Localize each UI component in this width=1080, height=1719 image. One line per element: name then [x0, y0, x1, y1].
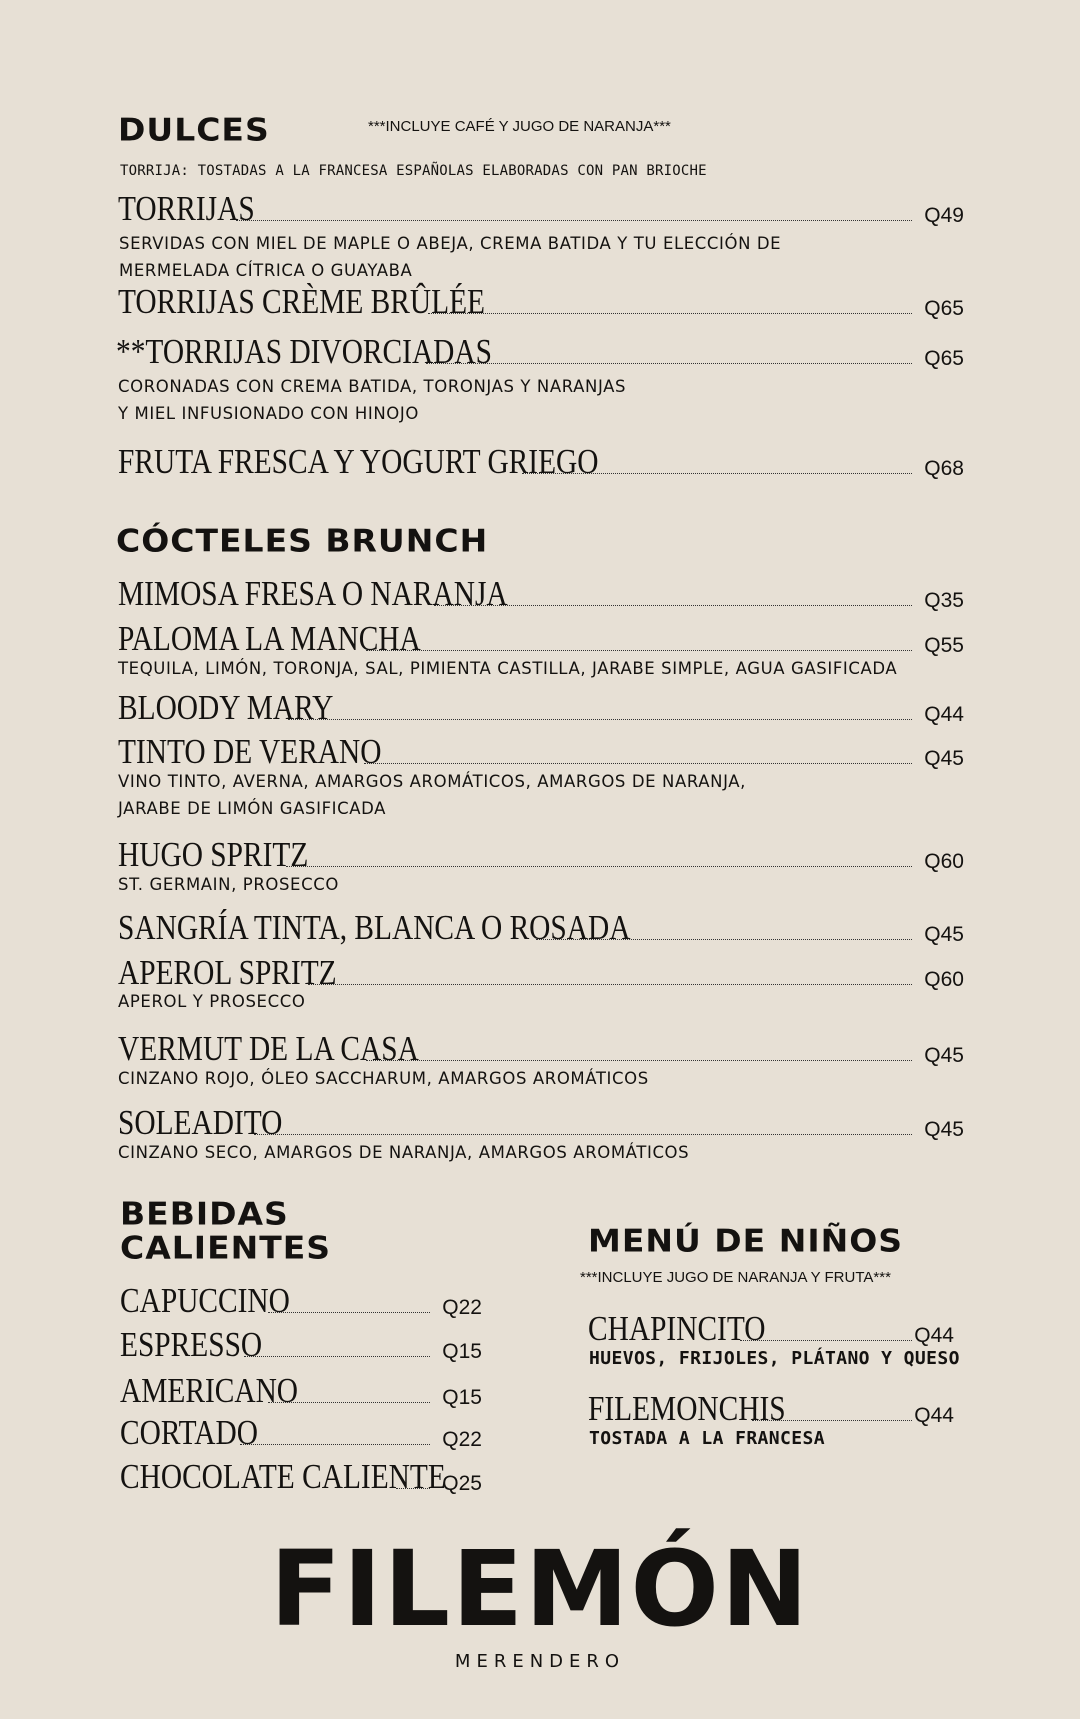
item-description: MERMELADA CÍTRICA O GUAYABA — [119, 261, 413, 280]
item-name: SOLEADITO — [118, 1103, 283, 1142]
dotted-leader — [286, 866, 912, 867]
item-name: VERMUT DE LA CASA — [118, 1029, 419, 1068]
item-price: Q49 — [924, 204, 964, 227]
ninos-title: MENÚ DE NIÑOS — [588, 1222, 904, 1260]
dotted-leader — [366, 1060, 912, 1061]
item-price: Q44 — [924, 703, 964, 726]
menu-item — [120, 1372, 482, 1410]
dotted-leader — [308, 984, 912, 985]
menu-item — [118, 954, 964, 992]
dotted-leader — [240, 1444, 430, 1445]
item-price: Q15 — [442, 1386, 482, 1409]
item-price: Q65 — [924, 297, 964, 320]
item-name: MIMOSA FRESA O NARANJA — [118, 574, 508, 613]
dotted-leader — [244, 1356, 430, 1357]
item-price: Q55 — [924, 634, 964, 657]
item-name: CHAPINCITO — [588, 1309, 766, 1348]
menu-item — [120, 1458, 482, 1496]
item-name: PALOMA LA MANCHA — [118, 619, 421, 658]
bebidas-title: CALIENTES — [120, 1229, 332, 1267]
cocteles-title: CÓCTELES BRUNCH — [116, 522, 489, 560]
item-description: APEROL Y PROSECCO — [118, 992, 306, 1011]
item-price: Q25 — [442, 1472, 482, 1495]
item-description: ST. GERMAIN, PROSECCO — [118, 875, 339, 894]
item-price: Q68 — [924, 457, 964, 480]
item-name: FRUTA FRESCA Y YOGURT GRIEGO — [118, 442, 599, 481]
item-price: Q45 — [924, 1118, 964, 1141]
item-name: HUGO SPRITZ — [118, 835, 309, 874]
item-description: HUEVOS, FRIJOLES, PLÁTANO Y QUESO — [589, 1348, 960, 1369]
item-name: ESPRESSO — [120, 1325, 263, 1364]
dotted-leader — [364, 763, 912, 764]
menu-item — [118, 190, 964, 228]
menu-item — [118, 733, 964, 771]
menu-item — [588, 1310, 954, 1348]
item-price: Q60 — [924, 968, 964, 991]
menu-item — [118, 1104, 964, 1142]
dulces-title: DULCES — [118, 111, 270, 149]
item-description: TOSTADA A LA FRANCESA — [589, 1428, 825, 1449]
bebidas-title: BEBIDAS — [120, 1195, 289, 1233]
menu-item — [118, 909, 964, 947]
menu-item — [118, 1030, 964, 1068]
menu-item — [120, 1282, 482, 1320]
item-price: Q45 — [924, 923, 964, 946]
menu-item — [118, 283, 964, 321]
item-name: **TORRIJAS DIVORCIADAS — [116, 332, 492, 371]
item-name: TORRIJAS CRÈME BRÛLÉE — [118, 282, 486, 321]
item-name: CHOCOLATE CALIENTE — [120, 1457, 446, 1496]
item-description: VINO TINTO, AVERNA, AMARGOS AROMÁTICOS, AMARGOS DE NARANJA, — [118, 772, 746, 791]
menu-item — [118, 575, 964, 613]
ninos-note: ***INCLUYE JUGO DE NARANJA Y FRUTA*** — [580, 1269, 891, 1286]
item-description: CORONADAS CON CREMA BATIDA, TORONJAS Y NARANJAS — [118, 377, 627, 396]
item-name: CAPUCCINO — [120, 1281, 290, 1320]
dulces-note: ***INCLUYE CAFÉ Y JUGO DE NARANJA*** — [368, 118, 671, 135]
item-description: CINZANO SECO, AMARGOS DE NARANJA, AMARGOS AROMÁTICOS — [118, 1143, 690, 1162]
item-price: Q60 — [924, 850, 964, 873]
dulces-intro: TORRIJA: TOSTADAS A LA FRANCESA ESPAÑOLAS ELABORADAS CON PAN BRIOCHE — [120, 163, 707, 179]
dotted-leader — [428, 313, 912, 314]
dotted-leader — [254, 1134, 912, 1135]
item-price: Q44 — [914, 1324, 954, 1347]
item-name: BLOODY MARY — [118, 688, 334, 727]
item-name: SANGRÍA TINTA, BLANCA O ROSADA — [118, 908, 631, 947]
item-name: APEROL SPRITZ — [118, 953, 337, 992]
item-price: Q45 — [924, 747, 964, 770]
item-description: TEQUILA, LIMÓN, TORONJA, SAL, PIMIENTA CASTILLA, JARABE SIMPLE, AGUA GASIFICADA — [118, 659, 898, 678]
item-description: SERVIDAS CON MIEL DE MAPLE O ABEJA, CREMA BATIDA Y TU ELECCIÓN DE — [119, 234, 782, 253]
item-name: FILEMONCHIS — [588, 1389, 786, 1428]
item-name: TORRIJAS — [118, 189, 255, 228]
dotted-leader — [426, 363, 912, 364]
item-name: CORTADO — [120, 1413, 258, 1452]
menu-item — [118, 836, 964, 874]
menu-item — [116, 333, 964, 371]
item-price: Q22 — [442, 1428, 482, 1451]
item-price: Q65 — [924, 347, 964, 370]
dotted-leader — [288, 719, 912, 720]
dotted-leader — [236, 220, 912, 221]
dotted-leader — [366, 650, 912, 651]
item-price: Q15 — [442, 1340, 482, 1363]
item-name: TINTO DE VERANO — [118, 732, 382, 771]
item-price: Q45 — [924, 1044, 964, 1067]
menu-item — [120, 1326, 482, 1364]
brand-logo: FILEMÓN — [270, 1528, 810, 1650]
item-price: Q44 — [914, 1404, 954, 1427]
menu-item — [118, 689, 964, 727]
menu-item — [588, 1390, 954, 1428]
item-name: AMERICANO — [120, 1371, 299, 1410]
item-price: Q35 — [924, 589, 964, 612]
dotted-leader — [268, 1312, 430, 1313]
item-description: Y MIEL INFUSIONADO CON HINOJO — [118, 404, 419, 423]
menu-item — [118, 443, 964, 481]
item-description: CINZANO ROJO, ÓLEO SACCHARUM, AMARGOS AROMÁTICOS — [118, 1069, 649, 1088]
item-price: Q22 — [442, 1296, 482, 1319]
dotted-leader — [740, 1340, 912, 1341]
item-description: JARABE DE LIMÓN GASIFICADA — [118, 799, 387, 818]
brand-tagline: MERENDERO — [454, 1651, 626, 1672]
menu-item — [118, 620, 964, 658]
menu-item — [120, 1414, 482, 1452]
